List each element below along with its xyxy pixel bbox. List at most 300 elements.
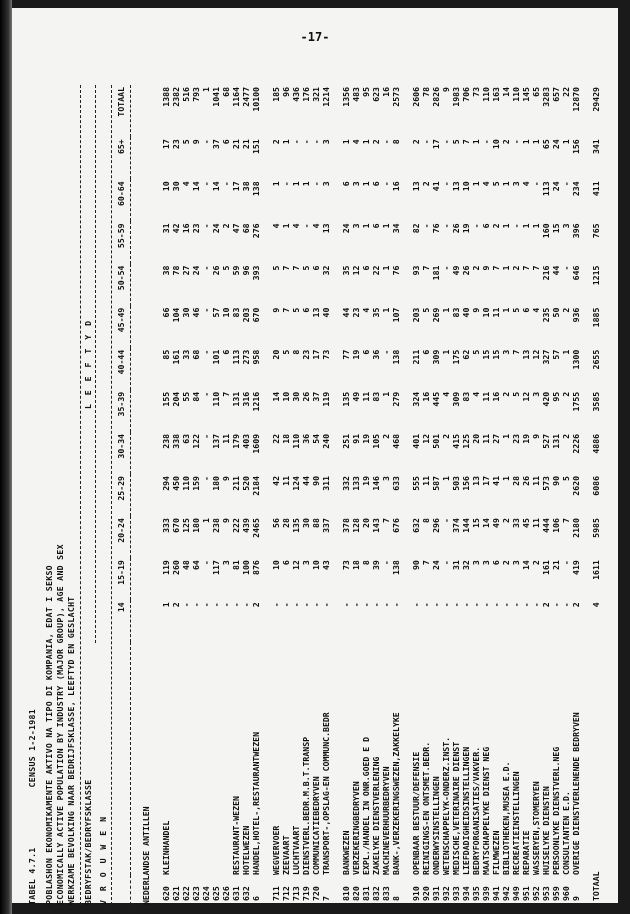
cell-value: 6: [420, 349, 431, 355]
cell-value: 1: [380, 265, 391, 271]
cell-value: -: [500, 602, 511, 608]
cell-value: 143: [370, 518, 381, 533]
cell-value: 7: [280, 307, 291, 313]
cell-value: 2: [560, 433, 571, 439]
cell-value: -: [510, 602, 521, 608]
table-row: [551, 85, 561, 905]
cell-value: 101: [210, 349, 221, 365]
cell-value: 1611: [590, 560, 601, 580]
cell-value: 57: [550, 349, 561, 360]
cell-value: 26: [450, 223, 461, 234]
cell-value: 3283: [540, 87, 551, 107]
industry-code: 623: [190, 886, 201, 901]
cell-value: 235: [540, 307, 551, 323]
cell-value: 7: [560, 518, 571, 524]
cell-value: 68: [240, 223, 251, 234]
cell-value: 2: [500, 139, 511, 145]
cell-value: 73: [320, 349, 331, 360]
cell-value: 5: [420, 307, 431, 313]
table-row: [561, 85, 571, 905]
cell-value: 131: [230, 391, 241, 407]
cell-value: 78: [170, 265, 181, 276]
cell-value: -: [470, 602, 481, 608]
industry-label: WEGVERVOER: [270, 825, 281, 875]
industry-code: 624: [200, 886, 211, 901]
cell-value: 11: [280, 476, 291, 486]
cell-value: 1: [530, 139, 541, 145]
cell-value: 337: [320, 518, 331, 533]
cell-value: 91: [350, 433, 361, 444]
cell-value: 180: [190, 518, 201, 533]
cell-value: 1: [360, 139, 371, 145]
spacer-row: [331, 85, 341, 905]
cell-value: 1: [440, 349, 451, 355]
cell-value: 10: [220, 307, 231, 318]
cell-value: 24: [430, 560, 441, 571]
cell-value: 958: [250, 349, 261, 365]
cell-value: 81: [230, 560, 241, 571]
cell-value: 415: [450, 433, 461, 449]
cell-value: 3: [320, 181, 331, 187]
cell-value: 3: [220, 560, 231, 566]
cell-value: 9: [220, 518, 231, 524]
cell-value: 50: [550, 307, 561, 318]
cell-value: 5: [510, 391, 521, 397]
cell-value: 2: [500, 560, 511, 566]
cell-value: 793: [190, 87, 201, 102]
cell-value: -: [440, 139, 451, 145]
industry-code: 833: [380, 886, 391, 901]
cell-value: 2226: [570, 433, 581, 454]
table-row: [241, 85, 251, 905]
spacer-row: [151, 85, 161, 905]
cell-value: 1214: [320, 87, 331, 107]
cell-value: 13: [410, 181, 421, 192]
cell-value: 3: [510, 560, 521, 566]
cell-value: 5: [510, 307, 521, 313]
cell-value: 632: [410, 518, 421, 533]
cell-value: -: [190, 602, 201, 608]
cell-value: 122: [190, 433, 201, 449]
cell-value: 333: [160, 518, 171, 533]
cell-value: -: [480, 602, 491, 608]
industry-code: 941: [490, 886, 501, 901]
cell-value: 159: [190, 476, 201, 491]
cell-value: 95: [550, 391, 561, 402]
cell-value: 633: [390, 476, 401, 491]
cell-value: 10: [270, 560, 281, 571]
cell-value: -: [340, 602, 351, 608]
cell-value: 23: [190, 223, 201, 234]
cell-value: -: [230, 602, 241, 608]
cell-value: 5: [280, 349, 291, 355]
cell-value: 78: [420, 87, 431, 97]
cell-value: 41: [430, 181, 441, 192]
cell-value: 56: [270, 518, 281, 528]
table-row: [171, 85, 181, 905]
cell-value: 7: [460, 139, 471, 145]
table-id: TABEL 4.7.1: [27, 847, 37, 905]
cell-value: 138: [250, 181, 261, 197]
cell-value: 2: [380, 433, 391, 439]
cell-value: -: [550, 602, 561, 608]
cell-value: -: [380, 139, 391, 145]
cell-value: -: [370, 602, 381, 608]
cell-value: 5: [300, 265, 311, 271]
table-row: [291, 85, 301, 905]
table-row: [441, 85, 451, 905]
industry-label: ZAKELYKE DIENSTVERLENING: [370, 756, 381, 875]
table-row: [161, 85, 171, 905]
cell-value: 76: [430, 223, 441, 234]
industry-code: 631: [230, 886, 241, 901]
cell-value: 12: [420, 433, 431, 444]
industry-code: 934: [460, 886, 471, 901]
cell-value: 9: [220, 476, 231, 481]
cell-value: -: [410, 602, 421, 608]
grand-total-row: [591, 85, 601, 905]
industry-code: 719: [300, 886, 311, 901]
cell-value: 3: [530, 391, 541, 397]
col-header: 20-24: [115, 518, 126, 543]
cell-value: 1: [360, 223, 371, 229]
cell-value: 1: [200, 518, 211, 524]
cell-value: 77: [340, 349, 351, 360]
table-row: [361, 85, 371, 905]
industry-label: LUCHTVAART: [290, 825, 301, 875]
cell-value: 137: [210, 433, 221, 449]
cell-value: 9: [190, 139, 201, 145]
cell-value: 119: [320, 391, 331, 407]
cell-value: 17: [310, 349, 321, 360]
cell-value: 30: [180, 307, 191, 318]
cell-value: 1300: [570, 349, 581, 370]
industry-label: BIBLIOTHEKEN,MUSEA E.D.: [500, 761, 511, 875]
cell-value: 5: [220, 265, 231, 271]
cell-value: -: [310, 602, 321, 608]
cell-value: 36: [300, 433, 311, 444]
cell-value: 16: [420, 391, 431, 402]
cell-value: 341: [590, 139, 601, 155]
industry-label: BANKWEZEN: [340, 830, 351, 875]
cell-value: 13: [450, 181, 461, 192]
industry-code: 952: [530, 886, 541, 901]
cell-value: 311: [320, 476, 331, 491]
cell-value: -: [210, 602, 221, 608]
cell-value: -: [200, 139, 211, 145]
cell-value: 59: [230, 265, 241, 276]
cell-value: 156: [570, 139, 581, 155]
industry-label: RESTAURANT-WEZEN: [230, 796, 241, 875]
cell-value: 273: [240, 349, 251, 365]
cell-value: -: [200, 391, 211, 397]
cell-value: 1: [560, 139, 571, 145]
cell-value: 31: [160, 223, 171, 234]
cell-value: 2: [170, 602, 181, 608]
cell-value: 10: [490, 139, 501, 150]
cell-value: 2: [250, 602, 261, 608]
cell-value: 151: [250, 139, 261, 155]
cell-value: 113: [540, 181, 551, 197]
cell-value: 3585: [590, 391, 601, 412]
cell-value: 555: [410, 476, 421, 491]
cell-value: 43: [320, 560, 331, 571]
cell-value: 4: [520, 181, 531, 187]
cell-value: 5: [270, 265, 281, 271]
cell-value: 17: [160, 139, 171, 150]
cell-value: 2: [540, 602, 551, 608]
cell-value: 15: [550, 223, 561, 234]
col-header: 40-44: [115, 349, 126, 375]
cell-value: 3: [510, 181, 521, 187]
cell-value: 2180: [570, 518, 581, 538]
cell-value: 11: [420, 476, 431, 486]
cell-value: 55: [180, 391, 191, 402]
cell-value: -: [420, 602, 431, 608]
cell-value: 10: [280, 391, 291, 402]
cell-value: 64: [190, 560, 201, 571]
cell-value: -: [200, 307, 211, 313]
cell-value: 7: [420, 265, 431, 271]
industry-label: MEDISCHE,VETERINAIRE DIENST: [450, 741, 461, 875]
cell-value: 26: [520, 476, 531, 486]
cell-value: -: [240, 602, 251, 608]
cell-value: 23: [350, 307, 361, 318]
cell-value: 138: [390, 560, 401, 575]
cell-value: 9: [530, 433, 541, 439]
cell-value: 47: [230, 223, 241, 234]
industry-label: [221, 642, 231, 875]
cell-value: 520: [240, 476, 251, 491]
section-total-row: [251, 85, 261, 905]
industry-code: 910: [410, 886, 421, 901]
industry-code: 951: [520, 886, 531, 901]
table-row: [201, 85, 211, 905]
cell-value: 82: [410, 223, 421, 234]
industry-label: [191, 642, 201, 875]
table-row: [531, 85, 541, 905]
cell-value: -: [490, 602, 501, 608]
cell-value: 6: [370, 223, 381, 229]
cell-value: 203: [410, 307, 421, 323]
cell-value: 12: [290, 560, 301, 571]
cell-value: 10: [460, 181, 471, 192]
industry-code: 625: [210, 886, 221, 901]
cell-value: 324: [410, 391, 421, 407]
cell-value: 15: [480, 349, 491, 360]
industry-code: 8: [390, 896, 401, 901]
cell-value: 83: [450, 307, 461, 318]
cell-value: 44: [550, 265, 561, 276]
cell-value: 10: [310, 560, 321, 571]
cell-value: 296: [430, 518, 441, 533]
cell-value: 1: [520, 139, 531, 145]
industry-code: 720: [310, 886, 321, 901]
cell-value: 21: [230, 139, 241, 150]
cell-value: 2: [560, 307, 571, 313]
cell-value: 11: [360, 391, 371, 402]
cell-value: 6: [360, 265, 371, 271]
cell-value: 18: [350, 560, 361, 571]
cell-value: 203: [240, 307, 251, 323]
cell-value: 23: [300, 349, 311, 360]
cell-value: 374: [450, 518, 461, 533]
cell-value: -: [200, 476, 211, 481]
cell-value: 17: [480, 476, 491, 486]
cell-value: 96: [280, 87, 291, 97]
book-spine-shadow: [0, 0, 12, 914]
cell-value: 587: [430, 476, 441, 491]
industry-code: 620: [160, 886, 171, 901]
cell-value: 20: [470, 433, 481, 444]
cell-value: 90: [310, 476, 321, 486]
cell-value: 124: [290, 476, 301, 491]
industry-label: TRANSPORT-,OPSLAG-EN COMMUNC.BEDR: [320, 712, 331, 875]
cell-value: 1: [280, 139, 291, 145]
cell-value: 450: [170, 476, 181, 491]
cell-value: 44: [300, 476, 311, 486]
cell-value: 11: [530, 518, 541, 528]
industry-label: [181, 642, 191, 875]
industry-code: 626: [220, 886, 231, 901]
cell-value: 2: [510, 265, 521, 271]
cell-value: 20: [270, 349, 281, 360]
cell-value: -: [300, 223, 311, 229]
table-row: [381, 85, 391, 905]
cell-value: 34: [390, 223, 401, 234]
cell-value: 240: [320, 433, 331, 449]
table-row: [221, 85, 231, 905]
cell-value: 83: [230, 307, 241, 318]
cell-value: 1: [440, 307, 451, 313]
cell-value: 5: [180, 139, 191, 145]
industry-label: [211, 642, 221, 875]
cell-value: 24: [340, 223, 351, 234]
row-header-label: BEDRYFSTAK/BEDRYFSKLASSE: [83, 779, 93, 905]
cell-value: 68: [220, 87, 231, 97]
industry-label: REPARATIE: [520, 830, 531, 875]
cell-value: 439: [240, 518, 251, 533]
cell-value: -: [310, 139, 321, 145]
cell-value: 8: [360, 560, 371, 566]
cell-value: 4: [290, 223, 301, 229]
cell-value: 93: [410, 265, 421, 276]
cell-value: 8: [290, 349, 301, 355]
cell-value: 1: [380, 307, 391, 313]
cell-value: 4: [530, 307, 541, 313]
cell-value: 2606: [410, 87, 421, 107]
cell-value: 16: [390, 181, 401, 192]
cell-value: 1: [380, 391, 391, 397]
cell-value: -: [360, 602, 371, 608]
cell-value: 27: [490, 433, 501, 444]
cell-value: 276: [250, 223, 261, 239]
cell-value: 2: [560, 391, 571, 397]
cell-value: 21: [550, 560, 561, 571]
industry-code: 7: [320, 896, 331, 901]
cell-value: 4: [350, 139, 361, 145]
cell-value: 2382: [170, 87, 181, 107]
cell-value: 41: [490, 476, 501, 486]
industry-label: REINIGINGS-EN ONTSMET.BEDR.: [420, 741, 431, 875]
industry-label: HANDEL,HOTEL-,RESTAURANTWEZEN: [250, 731, 261, 875]
cell-value: -: [220, 602, 231, 608]
cell-value: 7: [280, 265, 291, 271]
cell-value: 234: [570, 181, 581, 197]
cell-value: 6: [480, 223, 491, 229]
cell-value: 411: [590, 181, 601, 197]
cell-value: -: [320, 602, 331, 608]
cell-value: -: [480, 139, 491, 145]
industry-code: 920: [420, 886, 431, 901]
cell-value: -: [180, 602, 191, 608]
cell-value: -: [420, 223, 431, 229]
table-row: [311, 85, 321, 905]
cell-value: 483: [350, 87, 361, 102]
cell-value: 6: [520, 307, 531, 313]
cell-value: -: [380, 181, 391, 187]
cell-value: 37: [310, 391, 321, 402]
column-header-row: [116, 85, 126, 905]
table-row: [301, 85, 311, 905]
table-row: [431, 85, 441, 905]
cell-value: 125: [180, 518, 191, 533]
cell-value: -: [440, 560, 451, 566]
table-row: [181, 85, 191, 905]
cell-value: 238: [210, 518, 221, 533]
cell-value: 3: [380, 476, 391, 481]
cell-value: 7: [420, 560, 431, 566]
cell-value: 1388: [160, 87, 171, 107]
cell-value: -: [220, 181, 231, 187]
cell-value: 19: [360, 476, 371, 486]
census-date: CENSUS 1-2-1981: [27, 709, 37, 788]
cell-value: 113: [230, 349, 241, 365]
table-row: [521, 85, 531, 905]
cell-value: 876: [250, 560, 261, 575]
cell-value: 6: [220, 139, 231, 145]
cell-value: 7: [530, 265, 541, 271]
cell-value: 49: [450, 265, 461, 276]
title-dutch: WERKZAME BEVOLKING NAAR BEDRIJFSKLASSE, LEEFTYD EN GESLACHT: [66, 596, 76, 905]
cell-value: 110: [210, 391, 221, 407]
cell-value: 1356: [340, 87, 351, 107]
cell-value: -: [380, 349, 391, 355]
cell-value: 49: [350, 391, 361, 402]
industry-code: 949: [510, 886, 521, 901]
cell-value: 175: [450, 349, 461, 365]
cell-value: 3: [560, 223, 571, 229]
cell-value: 4: [480, 181, 491, 187]
cell-value: 83: [370, 391, 381, 402]
industry-label: LIEFDADIGHEIDSINSTELLINGEN: [460, 746, 471, 875]
cell-value: 138: [390, 349, 401, 365]
cell-value: -: [200, 602, 211, 608]
cell-value: 7: [510, 349, 521, 355]
cell-value: 260: [170, 560, 181, 575]
cell-value: 54: [310, 433, 321, 444]
cell-value: -: [200, 560, 211, 566]
industry-code: 953: [540, 886, 551, 901]
cell-value: -: [200, 433, 211, 439]
cell-value: -: [440, 265, 451, 271]
cell-value: -: [510, 223, 521, 229]
cell-value: 23: [510, 433, 521, 444]
industry-code: 935: [470, 886, 481, 901]
col-header: 35-39: [115, 391, 126, 417]
cell-value: 2: [490, 223, 501, 229]
cell-value: -: [520, 602, 531, 608]
